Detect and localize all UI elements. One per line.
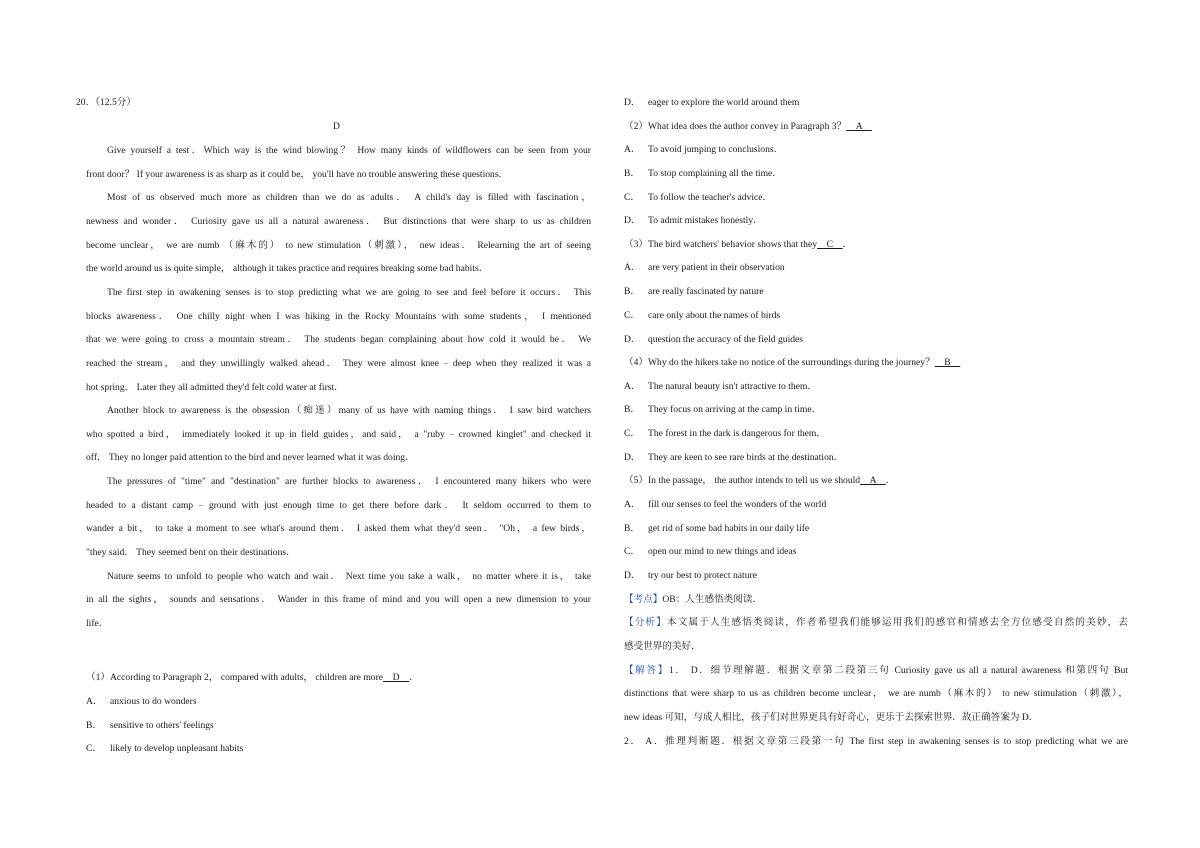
option-text: get rid of some bad habits in our daily life bbox=[648, 523, 810, 534]
passage-line: "they said． They seemed bent on their destinations． bbox=[86, 547, 296, 559]
option-text: The forest in the dark is dangerous for them． bbox=[648, 428, 826, 439]
option-text: To avoid jumping to conclusions． bbox=[648, 144, 784, 155]
option-text: To admit mistakes honestly． bbox=[648, 215, 763, 226]
fenxi-text: 本文属于人生感悟类阅读，作者希望我们能够运用我们的感官和情感去全方位感受自然的美妙，去 bbox=[667, 617, 1129, 628]
q3-answer: C bbox=[817, 239, 843, 250]
passage-line: hot spring． Later they all admitted they'd felt cold water at first． bbox=[86, 381, 344, 393]
kaodian-tag: 【考点】 bbox=[624, 594, 663, 605]
q4-option-d bbox=[624, 452, 844, 464]
q5-answer: A bbox=[860, 475, 886, 486]
option-text: try our best to protect nature bbox=[648, 570, 757, 581]
q4-stem bbox=[624, 357, 960, 369]
option-text: are really fascinated by nature bbox=[648, 286, 764, 297]
option-letter: C． bbox=[624, 192, 640, 203]
q2-option-b bbox=[624, 168, 782, 180]
option-text: They focus on arriving at the camp in time． bbox=[648, 404, 822, 415]
option-text: They are keen to see rare birds at the destination． bbox=[648, 452, 844, 463]
q3-stem bbox=[624, 239, 852, 251]
q2-stem bbox=[624, 121, 872, 133]
q1-stem-text: （1）According to Paragraph 2， compared with adults， children are more bbox=[86, 672, 384, 683]
q2-option-c bbox=[624, 192, 773, 204]
passage-line: wander a bit， to take a moment to see what's around them． I asked them what they'd seen． "Oh， a few birds， bbox=[86, 523, 591, 535]
passage-line: Give yourself a test．Which way is the wind blowing？ How many kinds of wildflowers can be seen from your bbox=[107, 145, 591, 156]
q5-option-b bbox=[624, 523, 810, 535]
q5-stem-end: ． bbox=[885, 475, 896, 486]
option-text: likely to develop unpleasant habits bbox=[110, 743, 244, 754]
fenxi-tag: 【分析】 bbox=[624, 617, 667, 628]
option-text: care only about the names of birds bbox=[648, 310, 781, 321]
option-text: sensitive to others' feelings bbox=[110, 720, 214, 731]
option-letter: D． bbox=[624, 570, 641, 581]
option-text: eager to explore the world around them bbox=[648, 97, 800, 108]
option-text: anxious to do wonders bbox=[110, 696, 197, 707]
passage-line: the world around us is quite simple， although it takes practice and requires breaking some bad habits． bbox=[86, 263, 489, 275]
jieda-line2: distinctions that were sharp to us as children become unclear， we are numb（麻木的） to new stimulation（刺激）， bbox=[624, 688, 1128, 699]
passage-line: become unclear， we are numb （麻木的） to new stimulation（刺激）， new ideas． Relearning the art of seeing bbox=[86, 239, 591, 251]
jieda-line3: new ideas 可知，与成人相比，孩子们对世界更具有好奇心，更乐于去探索世界．故正确答案为 D． bbox=[624, 712, 1039, 723]
q4-option-c bbox=[624, 428, 826, 440]
option-letter: A． bbox=[86, 696, 103, 707]
q1-option-a bbox=[86, 696, 197, 708]
q3-option-b bbox=[624, 286, 764, 298]
q2-option-d bbox=[624, 215, 763, 227]
q4-option-a bbox=[624, 381, 818, 393]
passage-line: life． bbox=[86, 618, 109, 629]
option-letter: A． bbox=[624, 262, 641, 273]
q2-answer: A bbox=[846, 121, 872, 132]
q1-option-c bbox=[86, 743, 244, 755]
kaodian bbox=[624, 594, 762, 606]
q5-option-c bbox=[624, 546, 797, 558]
option-text: are very patient in their observation bbox=[648, 262, 785, 273]
option-letter: C． bbox=[624, 310, 640, 321]
q5-stem bbox=[624, 475, 895, 487]
option-letter: D． bbox=[624, 452, 641, 463]
passage-line: in all the sights， sounds and sensations． Wander in this frame of mind and you will open a new dimension to your bbox=[86, 594, 591, 606]
passage-line: front door？ If your awareness is as sharp as it could be， you'll have no trouble answering these questions． bbox=[86, 168, 509, 180]
passage-line: Nature seems to unfold to people who watch and wait． Next time you take a walk， no matter where it is， take bbox=[107, 570, 591, 582]
option-letter: A． bbox=[624, 499, 641, 510]
passage-line: Another block to awareness is the obsession（痴迷）many of us have with naming things． I saw bird watchers bbox=[107, 405, 591, 417]
passage-line: headed to a distant camp﹣ground with just enough time to get there before dark． It seldom occurred to them to bbox=[86, 499, 591, 511]
q4-answer: B bbox=[934, 357, 961, 368]
option-letter: C． bbox=[624, 546, 640, 557]
question-header: 20．（12.5分） bbox=[76, 97, 136, 108]
option-letter: D． bbox=[624, 334, 641, 345]
option-text: To follow the teacher's advice． bbox=[648, 192, 773, 203]
jieda-line4: 2． A．推理判断题．根据文章第三段第一句 The first step in awakening senses is to stop predicting what we are bbox=[624, 736, 1128, 747]
passage-letter: D bbox=[333, 121, 340, 132]
option-text: question the accuracy of the field guides bbox=[648, 334, 804, 345]
q3-stem-text: （3）The bird watchers' behavior shows that they bbox=[624, 239, 818, 250]
passage-line: The first step in awakening senses is to stop predicting what we are going to see and feel before it occurs． This bbox=[107, 286, 591, 298]
option-letter: D． bbox=[624, 215, 641, 226]
q1-stem-end: ． bbox=[409, 672, 419, 683]
option-letter: C． bbox=[86, 743, 102, 754]
passage-line: The pressures of "time" and "destination" are further blocks to awareness． I encountered many hikers who were bbox=[107, 476, 591, 488]
option-text: To stop complaining all the time． bbox=[648, 168, 782, 179]
q5-option-d bbox=[624, 570, 757, 582]
jieda-line1 bbox=[624, 665, 1128, 677]
option-text: The natural beauty isn't attractive to them． bbox=[648, 381, 818, 392]
q2-option-a bbox=[624, 144, 784, 156]
kaodian-text: OB：人生感悟类阅读． bbox=[662, 594, 763, 605]
passage-line: newness and wonder． Curiosity gave us all a natural awareness． But distinctions that were sharp to us as children bbox=[86, 215, 591, 227]
jieda-text: 1． D．细节理解题．根据文章第二段第三句 Curiosity gave us all a natural awareness 和第四句 But bbox=[668, 665, 1129, 676]
q3-stem-end: ． bbox=[842, 239, 853, 250]
option-text: fill our senses to feel the wonders of the world bbox=[648, 499, 827, 510]
fenxi-line1 bbox=[624, 617, 1128, 629]
passage-line: who spotted a bird， immediately looked it up in field guides，and said， a "ruby﹣crowned kinglet" and checked it bbox=[86, 428, 591, 440]
q1-stem bbox=[86, 672, 419, 684]
q1-answer: D bbox=[383, 672, 410, 683]
fenxi-line2: 感受世界的美好． bbox=[624, 641, 701, 652]
q1-option-d bbox=[624, 97, 800, 109]
jieda-tag: 【解答】 bbox=[624, 665, 669, 676]
q2-stem-text: （2）What idea does the author convey in Paragraph 3？ bbox=[624, 121, 847, 132]
q3-option-c bbox=[624, 310, 781, 322]
option-letter: B． bbox=[624, 286, 640, 297]
q1-option-b bbox=[86, 720, 214, 732]
passage-line: off． They no longer paid attention to the bird and never learned what it was doing． bbox=[86, 452, 415, 464]
option-letter: C． bbox=[624, 428, 640, 439]
option-text: open our mind to new things and ideas bbox=[648, 546, 797, 557]
option-letter: A． bbox=[624, 144, 641, 155]
passage-line: blocks awareness． One chilly night when I was hiking in the Rocky Mountains with some students， I mentioned bbox=[86, 310, 591, 322]
q4-stem-text: （4）Why do the hikers take no notice of the surroundings during the journey？ bbox=[624, 357, 935, 368]
passage-line: Most of us observed much more as children than we do as adults． A child's day is filled with fascination， bbox=[107, 192, 591, 204]
passage-line: that we were going to cross a mountain stream． The students began complaining about how cold it would be． We bbox=[86, 334, 591, 346]
q5-stem-text: （5）In the passage， the author intends to tell us we should bbox=[624, 475, 861, 486]
option-letter: B． bbox=[86, 720, 102, 731]
q3-option-a bbox=[624, 262, 785, 274]
option-letter: B． bbox=[624, 168, 640, 179]
option-letter: B． bbox=[624, 523, 640, 534]
option-letter: A． bbox=[624, 381, 641, 392]
q4-option-b bbox=[624, 404, 822, 416]
passage-line: reached the stream， and they unwillingly walked ahead． They were almost knee﹣deep when they realized it was a bbox=[86, 357, 591, 369]
option-letter: D． bbox=[624, 97, 641, 108]
q3-option-d bbox=[624, 334, 804, 346]
option-letter: B． bbox=[624, 404, 640, 415]
q5-option-a bbox=[624, 499, 827, 511]
